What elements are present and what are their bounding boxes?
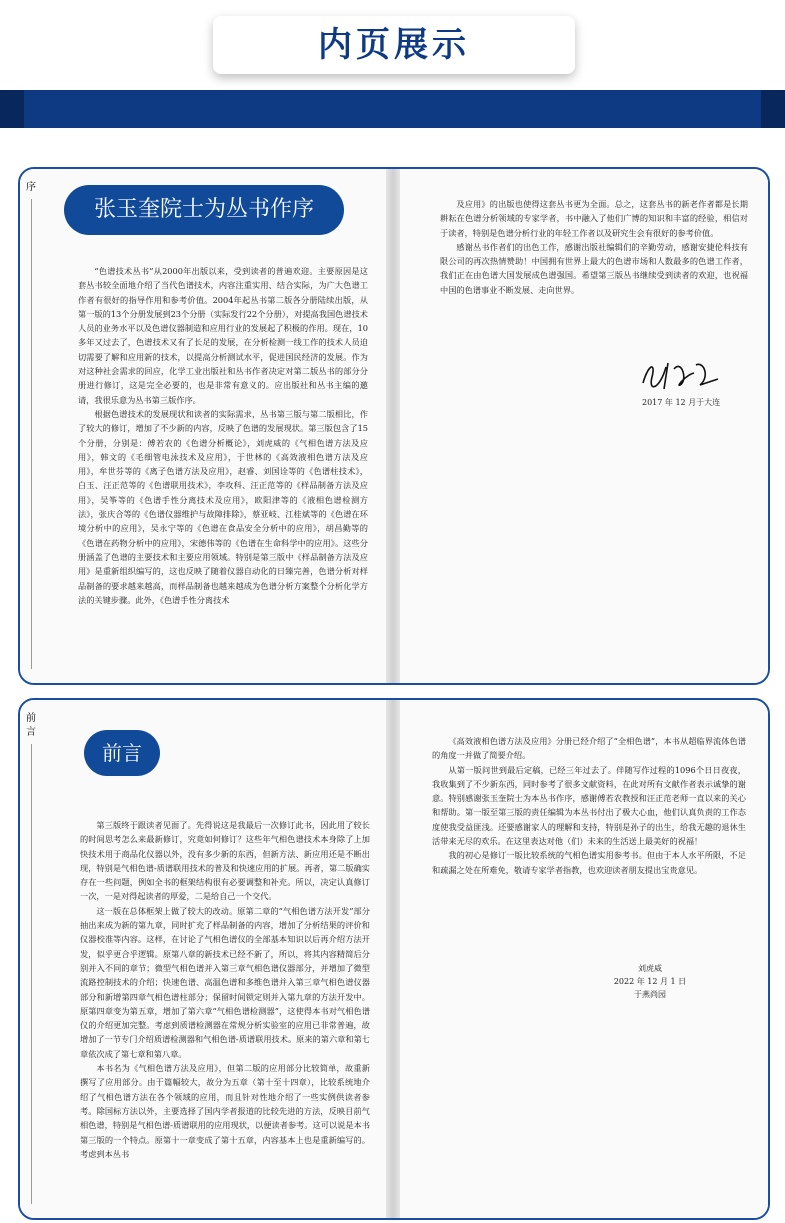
page-text-right xyxy=(432,734,746,949)
section-pill: 张玉奎院士为丛书作序 xyxy=(64,185,344,235)
page-text-right xyxy=(440,197,748,342)
paragraph: 《高效液相色谱方法及应用》分册已经介绍了“全相色谱”，本书从超临界流体色谱的角度一并做了简要介绍。 xyxy=(432,736,746,761)
section-rule xyxy=(31,744,32,1204)
paragraph: “色谱技术丛书”从2000年出版以来，受到读者的普遍欢迎。主要原因是这套丛书较全面地介绍了当代色谱技术，内容注重实用、结合实际，为广大色谱工作者有很好的指导作用和参考价值。2004年起丛书第二版各分册陆续出版，从第一版的13个分册发展到23个分册（实际发行22个分册），对提高我国色谱技术人员的业务水平以及色谱仪器制造和应用行业的发展起了积极的作用。现在，10多年又过去了，色谱技术又有了长足的发展，在分析检测一线工作的技术人员迫切需要了解和应用新的技术，以提高分析测试水平，促进国民经济的发展。作为对这种社会需求的回应，化学工业出版社和丛书作者决定对第二版丛书的部分分册进行修订，这是完全必要的，也是非常有意义的。应出版社和丛书主编的邀请，我很乐意为丛书第三版作序。 xyxy=(78,266,368,405)
page-text-left xyxy=(80,818,370,1210)
header-banner xyxy=(0,90,785,128)
signature-date: 2022 年 12 月 1 日 xyxy=(613,977,687,986)
section-pill: 前言 xyxy=(84,730,160,776)
banner-accent-right xyxy=(761,90,785,128)
signature-place: 于燕尚园 xyxy=(634,990,666,999)
section-marker: 前言 xyxy=(26,713,36,738)
banner-accent-left xyxy=(0,90,24,128)
section-marker: 序 xyxy=(26,182,36,193)
paragraph: 本书名为《气相色谱方法及应用》，但第二版的应用部分比较简单，故重新撰写了应用部分。由于篇幅较大，故分为五章（第十至十四章），比较系统地介绍了气相色谱方法在各个领域的应用，而且针对性地介绍了一些实例供读者参考。除国标方法以外，主要选择了国内学者报道的比较先进的方法，反映目前气相色谱，特别是气相色谱-质谱联用的应用现状，以便读者参考。这可以说是本书第三版的一个特点。原第十一章变成了第十五章，内容基本上也是重新编写的。考虑到本丛书 xyxy=(80,1063,370,1159)
book-gutter xyxy=(386,169,400,683)
page-text-left xyxy=(78,264,368,664)
paragraph: 根据色谱技术的发展现状和读者的实际需求，丛书第三版与第二版相比，作了较大的修订，增加了不少新的内容，反映了色谱的发展现状。第三版包含了15个分册，分别是：傅若农的《色谱分析概论》，刘虎威的《气相色谱方法及应用》，韩文的《毛细管电泳技术及应用》，于世林的《高效液相色谱方法及应用》，牟世芬等的《离子色谱方法及应用》，赵睿、刘国诠等的《色谱柱技术》，白玉、汪正范等的《色谱联用技术》，李攻科、汪正范等的《样品制备方法及应用》，吴筝等的《色谱手性分离技术及应用》，欧阳津等的《液相色谱检测方法》，张庆合等的《色谱仪器维护与故障排除》，蔡亚岐、江桂斌等的《色谱在环境分析中的应用》，吴永宁等的《色谱在食品安全分析中的应用》，胡昌勤等的《色谱在药物分析中的应用》，宋德伟等的《色谱在生命科学中的应用》。这些分册涵盖了色谱的主要技术和主要应用领域。特别是第三版中《样品制备方法及应用》是重新组织编写的，这也反映了随着仪器自动化的日臻完善，色谱分析对样品制备的要求越来越高，而样品制备也越来越成为色谱分析方案整个分析化学方法的关键步骤。此外，《色谱手性分离技术 xyxy=(78,408,368,605)
deco-dash xyxy=(173,61,205,65)
deco-dash xyxy=(580,16,612,20)
paragraph: 从第一版问世到最后定稿，已经三年过去了。伴随写作过程的1096个日日夜夜，我收集到了不少新东西，同时参考了很多文献资料，在此对所有文献作者表示诚挚的谢意。特别感谢张玉奎院士为本丛书作序，感谢傅若农教授和汪正范老师一直以来的关心和帮助。第一版至第三版的责任编辑为本丛书付出了极大心血，他们认真负责的工作态度使我受益匪浅。还要感谢家人的理解和支持，特别是孙子的出生，给我无趣的退休生活带来无尽的欢乐。在这里表达对他（们）未来的生活送上最美好的祝福！ xyxy=(432,764,746,847)
paragraph: 及应用》的出版也使得这套丛书更为全面。总之，这套丛书的新老作者都是长期耕耘在色谱分析领域的专家学者，书中融入了他们广博的知识和丰富的经验，相信对于读者，特别是色谱分析行业的年轻工作者以及研究生会有很好的参考价值。 xyxy=(440,199,748,238)
paragraph: 第三版终于跟读者见面了。先得说这是我最后一次修订此书，因此用了较长的时间思考怎么来最新修订，究竟如何修订？这些年气相色谱技术本身除了上加快技术用于商品化仪器以外，没有多少新的东西，但新方法、新应用还是不断出现，特别是气相色谱-质谱联用技术的普及和快速应用的扩展。再者，第二版确实存在一些问题，例如全书的框架结构很有必要调整和补充。所以，决定认真修订一次，一是对得起读者的厚爱，二是给自己一个交代。 xyxy=(80,820,370,902)
paragraph: 我的初心是修订一版比较系统的气相色谱实用参考书。但由于本人水平所限，不足和疏漏之处在所难免，敬请专家学者指教，也欢迎读者朋友提出宝贵意见。 xyxy=(432,850,746,875)
deco-dash xyxy=(173,71,213,75)
paragraph: 感谢丛书作者们的出色工作，感谢出版社编辑们的辛勤劳动，感谢安捷伦科技有限公司的再次热情赞助！中国拥有世界上最大的色谱市场和人数最多的色谱工作者，我们正在由色谱大国发展成色谱强国。希望第三版丛书继续受到读者的欢迎，也祝福中国的色谱事业不断发展、走向世界。 xyxy=(440,241,748,295)
paragraph: 这一版在总体框架上做了较大的改动。原第二章的“气相色谱方法开发”部分抽出来成为新的第九章，同时扩充了样品制备的内容，增加了分析结果的评价和仪器校准等内容。这样，在讨论了气相色谱仪的全部基本知识以后再介绍方法开发，似乎更合乎逻辑。原第八章的新技术已经不新了，所以，将其内容精简后分别并入不同的章节；微型气相色谱并入第三章气相色谱仪器部分，并增加了微型流路控制技术的介绍；快速色谱、高温色谱和多维色谱并入第三章气相色谱仪器部分和新增第四章气相色谱柱部分；保留时间锁定则并入第九章的方法开发中。原第四章变为第五章，增加了第六章“气相色谱检测器”，这使得本书对气相色谱仪的介绍更加完整。考虑到质谱检测器在常规分析实验室的应用已非常普遍，故增加了一节专门介绍质谱检测器和气相色谱-质谱联用技术。原来的第六章和第七章依次成了第七章和第八章。 xyxy=(80,905,370,1059)
page-title: 内页展示 xyxy=(213,16,575,74)
signature-block xyxy=(600,962,700,1001)
signature-date: 2017 年 12 月于大连 xyxy=(642,398,721,407)
preview-card-foreword xyxy=(18,698,770,1220)
preview-card-preface xyxy=(18,167,770,685)
section-rule xyxy=(31,199,32,669)
handwritten-signature xyxy=(638,355,728,395)
book-gutter xyxy=(386,700,400,1218)
deco-dash xyxy=(580,26,602,30)
author-name: 刘虎威 xyxy=(638,964,662,973)
